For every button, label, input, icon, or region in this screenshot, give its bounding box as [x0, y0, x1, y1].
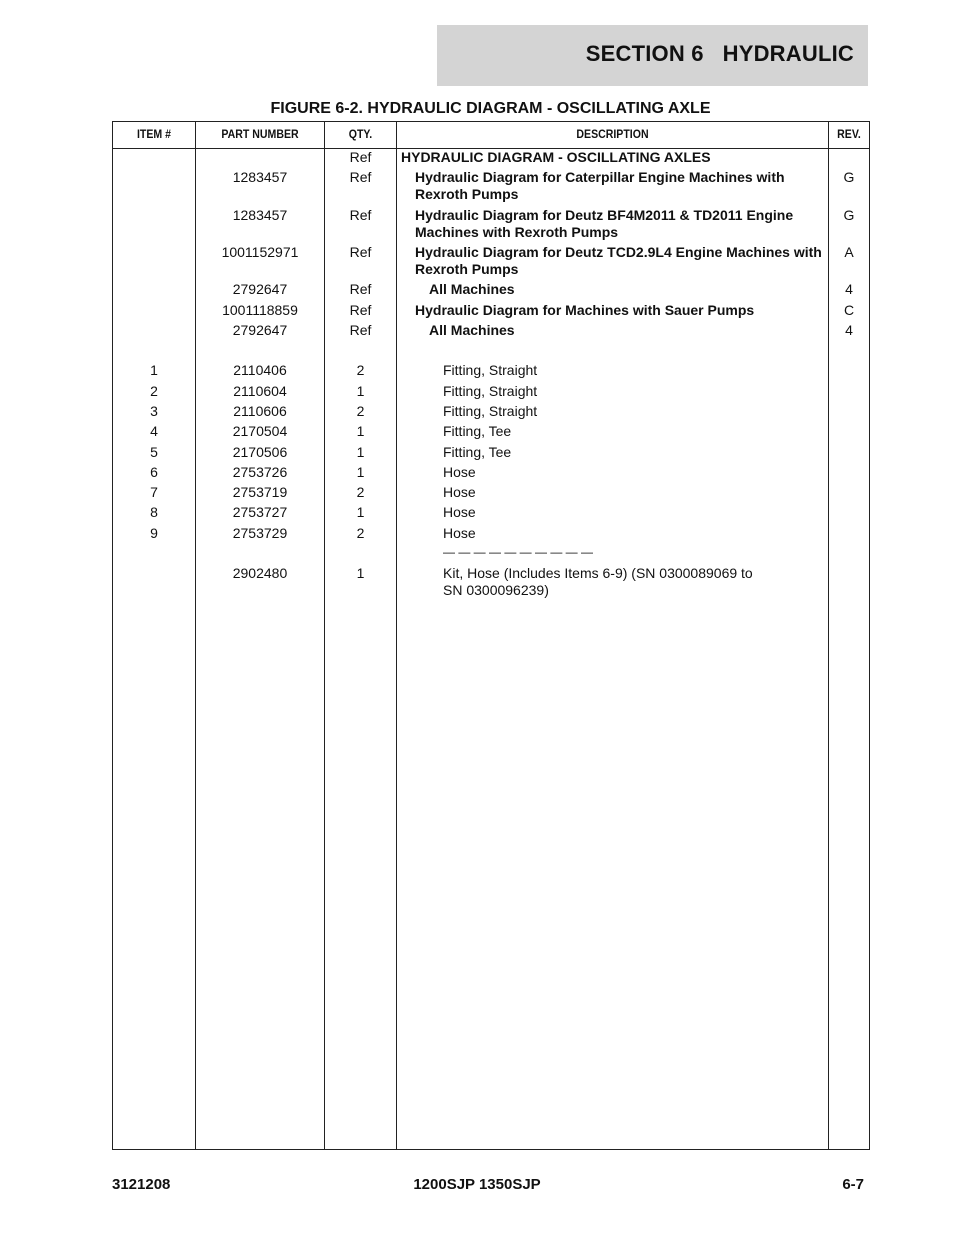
part-number: 2753719	[232, 484, 288, 500]
quantity: 2	[356, 484, 365, 500]
part-number: 1283457	[232, 169, 288, 185]
part-number: 1001118859	[222, 302, 298, 318]
part-number: 2792647	[232, 322, 288, 338]
description: Hydraulic Diagram for Caterpillar Engine Machines with Rexroth Pumps	[415, 169, 785, 202]
figure-title: FIGURE 6-2. HYDRAULIC DIAGRAM - OSCILLATING AXLE	[270, 100, 711, 117]
item-number: 8	[150, 504, 158, 520]
footer-model: 1200SJP 1350SJP	[413, 1176, 541, 1193]
quantity: Ref	[349, 207, 372, 223]
part-number: 1001152971	[221, 244, 299, 260]
quantity: 1	[356, 565, 365, 581]
quantity: Ref	[349, 322, 372, 338]
description: Hydraulic Diagram for Deutz TCD2.9L4 Engine Machines with Rexroth Pumps	[415, 244, 822, 277]
item-number: 3	[150, 403, 158, 419]
part-number: 2170506	[232, 444, 288, 460]
part-number: 2753727	[232, 504, 288, 520]
description: Fitting, Straight	[443, 383, 538, 399]
column-header-rev: REV.	[837, 127, 861, 141]
revision: G	[843, 169, 855, 185]
description: Hose	[443, 464, 476, 480]
column-divider	[324, 122, 325, 1149]
section-title: SECTION 6 HYDRAULIC	[585, 41, 854, 66]
part-number: 1283457	[232, 207, 288, 223]
footer-doc-number: 3121208	[112, 1176, 171, 1193]
description: Hydraulic Diagram for Deutz BF4M2011 & TD2011 Engine Machines with Rexroth Pumps	[415, 207, 794, 240]
description: Hose	[443, 484, 476, 500]
description: All Machines	[429, 281, 515, 297]
description: Hydraulic Diagram for Machines with Sauer Pumps	[415, 302, 755, 318]
kit-separator: — — — — — — — — — —	[443, 545, 594, 559]
column-divider	[195, 122, 196, 1149]
quantity: 1	[356, 504, 365, 520]
part-number: 2170504	[232, 423, 288, 439]
description: Fitting, Tee	[443, 444, 512, 460]
part-number: 2110604	[233, 383, 287, 399]
quantity: Ref	[349, 169, 372, 185]
item-number: 9	[150, 525, 158, 541]
part-number: 2753726	[232, 464, 288, 480]
item-number: 4	[150, 423, 158, 439]
part-number: 2110406	[233, 362, 287, 378]
footer-page-number: 6-7	[842, 1176, 864, 1193]
quantity: Ref	[349, 281, 372, 297]
parts-table	[112, 121, 870, 1150]
part-number: 2792647	[232, 281, 288, 297]
description: Fitting, Straight	[443, 403, 538, 419]
revision: 4	[845, 281, 853, 297]
item-number: 6	[150, 464, 158, 480]
column-header-part-number: PART NUMBER	[221, 127, 299, 141]
part-number: 2902480	[232, 565, 288, 581]
item-number: 7	[150, 484, 158, 500]
quantity: Ref	[349, 149, 372, 165]
revision: A	[844, 244, 854, 260]
description: Fitting, Straight	[443, 362, 538, 378]
column-header-description: DESCRIPTION	[576, 127, 649, 141]
description: Hose	[443, 525, 476, 541]
section-banner	[437, 25, 868, 86]
revision: C	[843, 302, 855, 318]
quantity: 2	[356, 525, 365, 541]
part-number: 2110606	[233, 403, 287, 419]
item-number: 5	[150, 444, 158, 460]
quantity: 1	[356, 464, 365, 480]
revision: 4	[845, 322, 853, 338]
quantity: 2	[356, 362, 365, 378]
description: Hose	[443, 504, 476, 520]
quantity: 1	[356, 383, 365, 399]
column-header-item: ITEM #	[136, 127, 172, 141]
column-header-qty: QTY.	[348, 127, 373, 141]
description: Kit, Hose (Includes Items 6-9) (SN 0300089069 to SN 0300096239)	[443, 565, 753, 598]
quantity: 1	[356, 423, 365, 439]
description: All Machines	[429, 322, 515, 338]
quantity: 1	[356, 444, 365, 460]
item-number: 1	[150, 362, 158, 378]
description: HYDRAULIC DIAGRAM - OSCILLATING AXLES	[401, 149, 711, 165]
description: Fitting, Tee	[443, 423, 512, 439]
quantity: 2	[356, 403, 365, 419]
item-number: 2	[150, 383, 158, 399]
part-number: 2753729	[232, 525, 288, 541]
revision: G	[843, 207, 855, 223]
column-divider	[396, 122, 397, 1149]
quantity: Ref	[349, 302, 372, 318]
quantity: Ref	[349, 244, 372, 260]
